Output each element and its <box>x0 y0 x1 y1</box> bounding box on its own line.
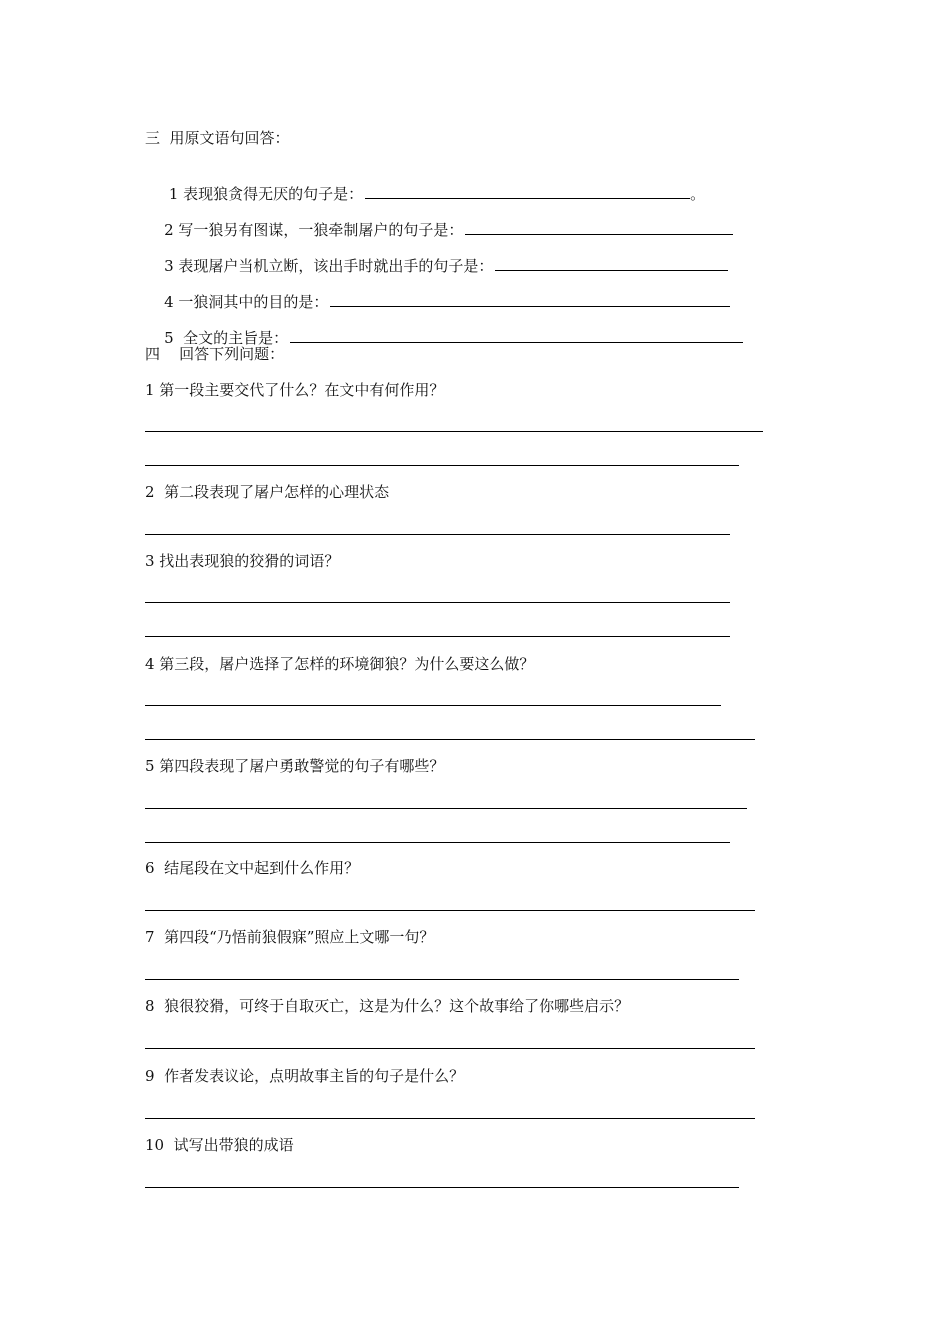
answer-line[interactable] <box>145 739 755 740</box>
answer-line[interactable] <box>145 534 730 535</box>
question-9: 9 作者发表议论，点明故事主旨的句子是什么？ <box>145 1067 465 1085</box>
answer-line[interactable] <box>145 465 739 466</box>
section3-heading: 三 用原文语句回答： <box>145 129 290 147</box>
answer-line[interactable] <box>145 979 739 980</box>
answer-blank[interactable] <box>365 184 690 199</box>
answer-blank[interactable] <box>465 220 733 235</box>
answer-line[interactable] <box>145 1187 739 1188</box>
question-1: 1 第一段主要交代了什么？在文中有何作用？ <box>145 381 445 399</box>
question-7: 7 第四段“乃悟前狼假寐”照应上文哪一句？ <box>145 928 435 946</box>
answer-line[interactable] <box>145 705 721 706</box>
question-8: 8 狼很狡猾，可终于自取灭亡，这是为什么？这个故事给了你哪些启示？ <box>145 997 630 1015</box>
answer-line[interactable] <box>145 910 755 911</box>
question-3: 3 找出表现狼的狡猾的词语？ <box>145 552 340 570</box>
fill-in-label: 1 表现狼贪得无厌的句子是： <box>164 185 364 203</box>
answer-line[interactable] <box>145 842 730 843</box>
question-10: 10 试写出带狼的成语 <box>145 1136 294 1154</box>
answer-line[interactable] <box>145 431 763 432</box>
answer-blank[interactable] <box>495 256 728 271</box>
answer-line[interactable] <box>145 636 730 637</box>
fill-in-label: 2 写一狼另有图谋，一狼牵制屠户的句子是： <box>164 221 464 239</box>
fill-in-suffix: 。 <box>690 185 706 203</box>
question-5: 5 第四段表现了屠户勇敢警觉的句子有哪些？ <box>145 757 445 775</box>
answer-blank[interactable] <box>330 292 730 307</box>
fill-in-label: 5 全文的主旨是： <box>164 329 289 347</box>
answer-line[interactable] <box>145 1118 755 1119</box>
answer-line[interactable] <box>145 808 747 809</box>
question-4: 4 第三段，屠户选择了怎样的环境御狼？为什么要这么做？ <box>145 655 535 673</box>
fill-in-label: 4 一狼洞其中的目的是： <box>164 293 329 311</box>
question-6: 6 结尾段在文中起到什么作用？ <box>145 859 360 877</box>
fill-in-label: 3 表现屠户当机立断，该出手时就出手的句子是： <box>164 257 494 275</box>
answer-line[interactable] <box>145 602 730 603</box>
section4-heading: 四 回答下列问题： <box>145 345 285 363</box>
answer-blank[interactable] <box>290 328 743 343</box>
answer-line[interactable] <box>145 1048 755 1049</box>
question-2: 2 第二段表现了屠户怎样的心理状态 <box>145 483 390 501</box>
